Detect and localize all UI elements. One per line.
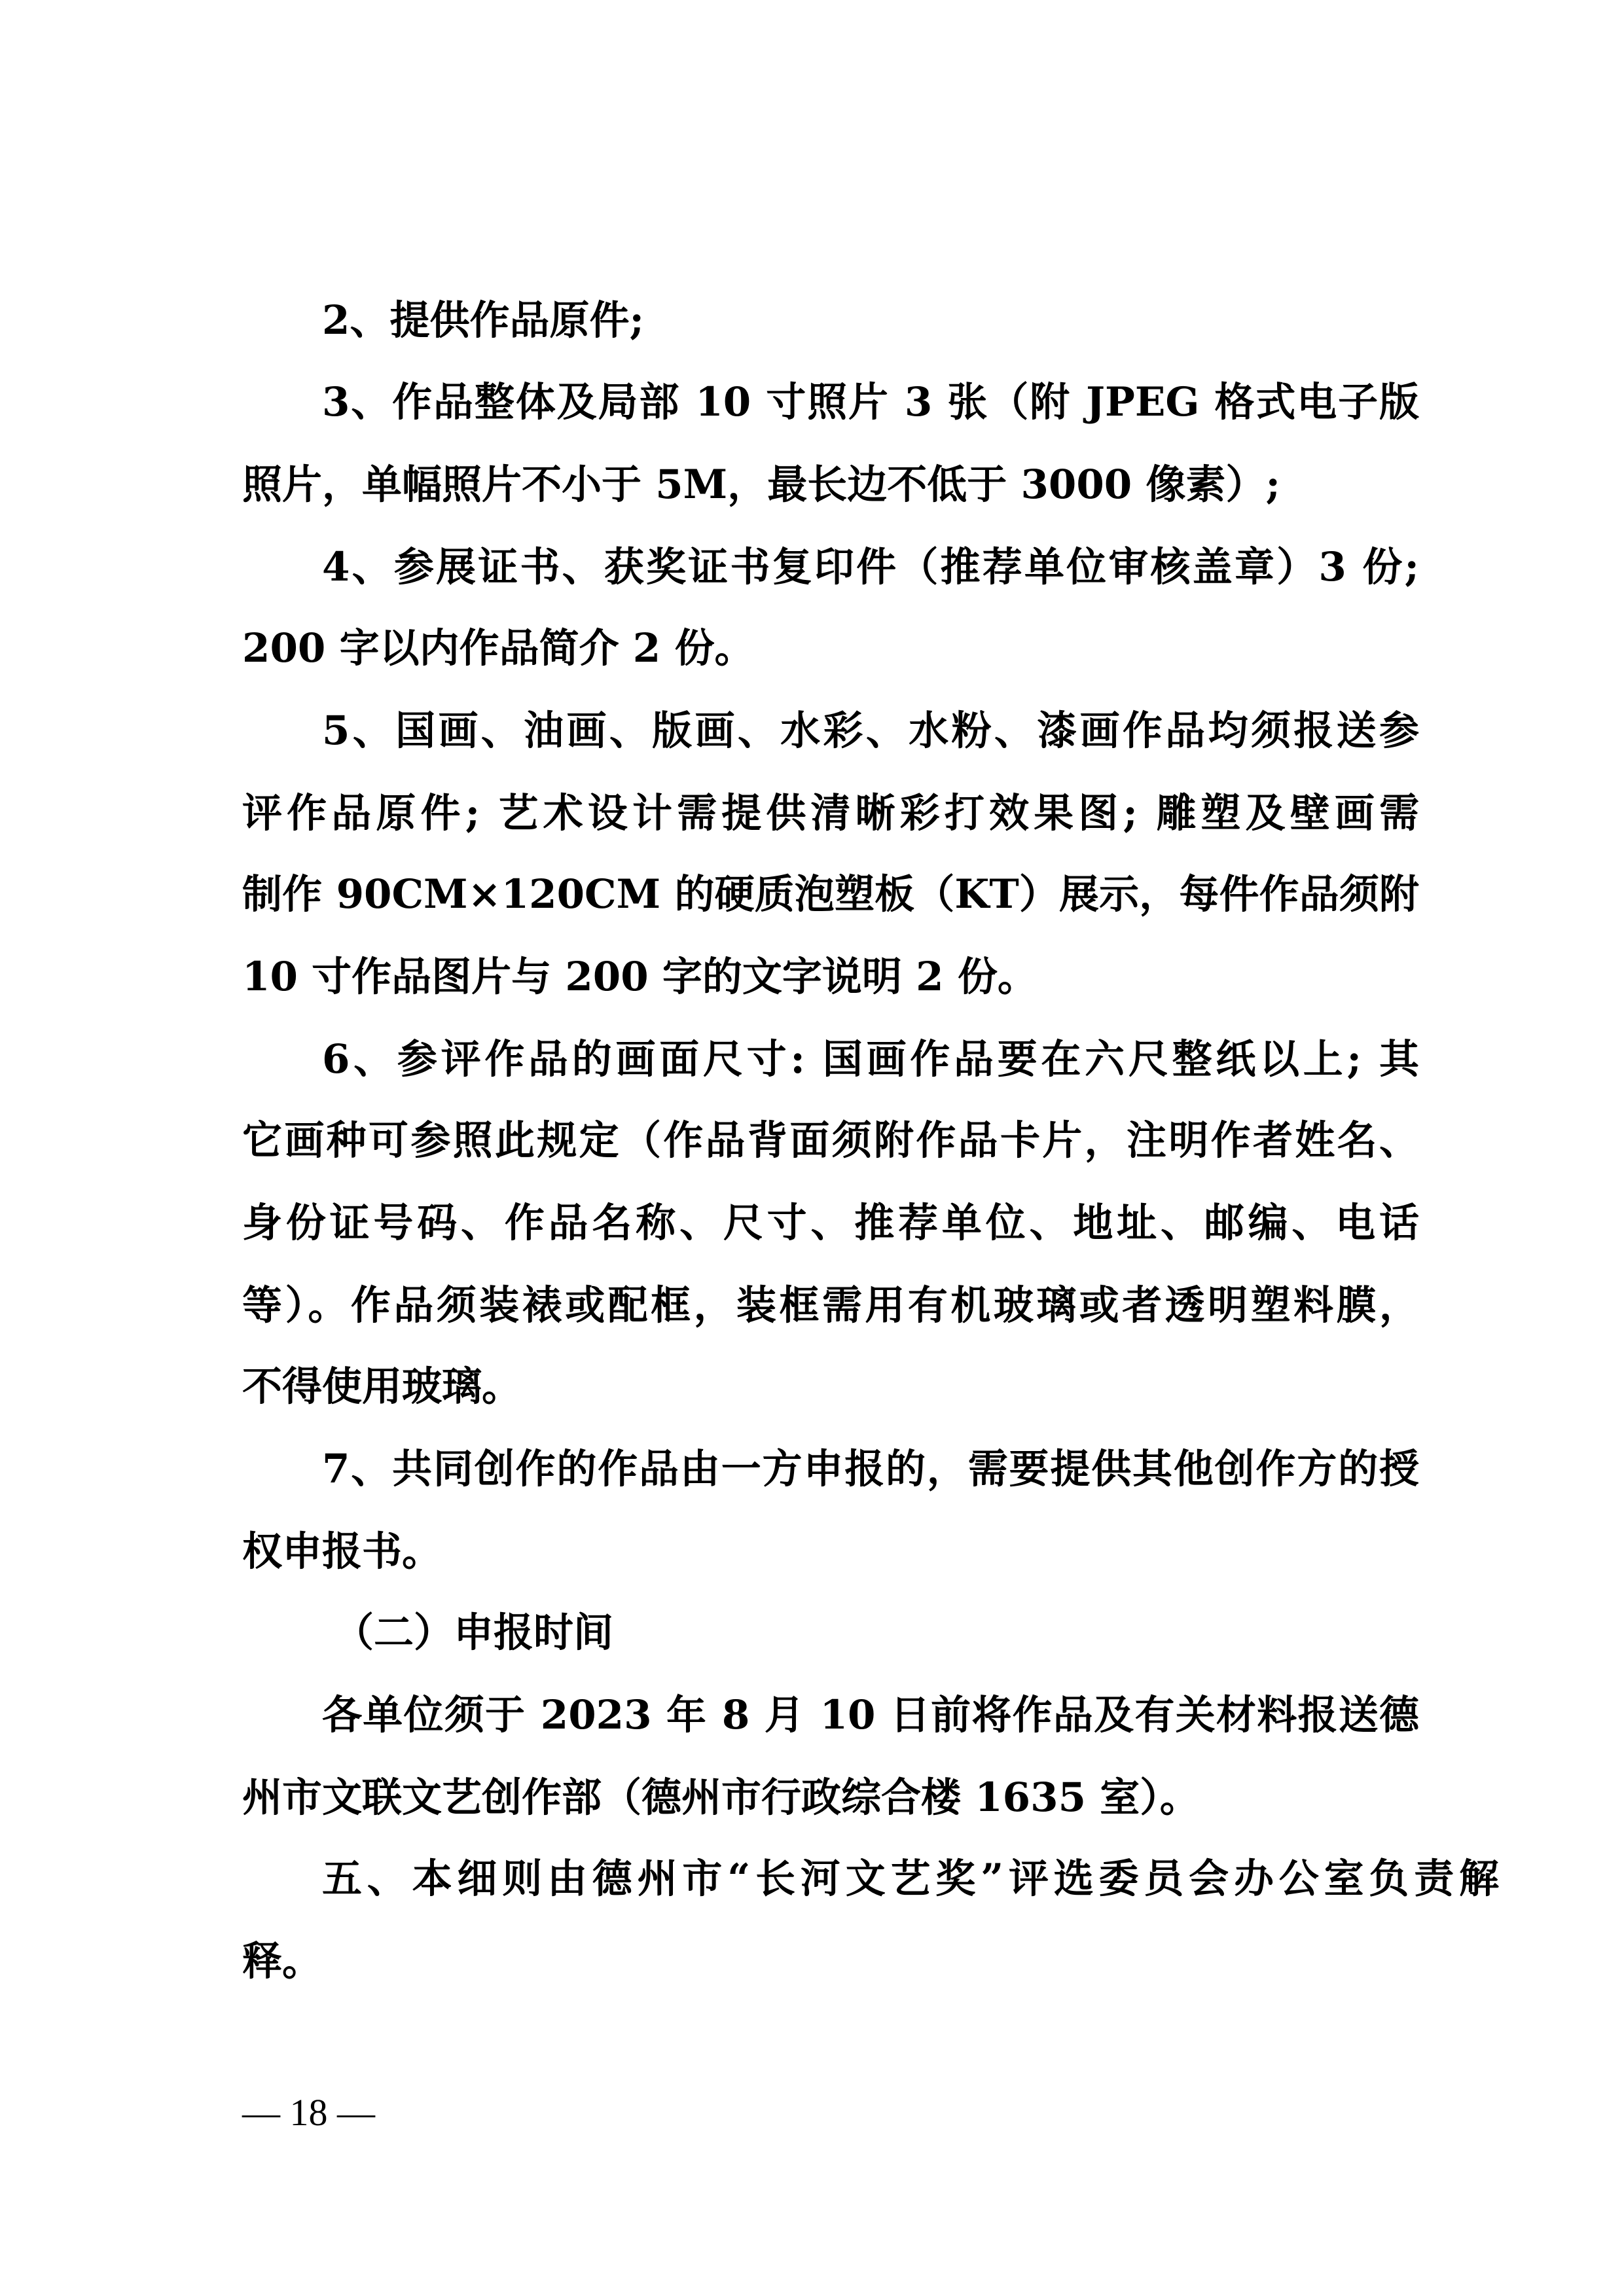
text-line: 不得使用玻璃。 [242, 1363, 522, 1410]
paragraph-line [0, 1837, 1624, 1922]
text-line: 释。 [242, 1938, 323, 1984]
paragraph-line [0, 1017, 1624, 1102]
paragraph-line [0, 278, 1624, 363]
text-line: 200 字以内作品简介 2 份。 [242, 625, 755, 672]
text-line: 2、提供作品原件; [322, 297, 644, 344]
text-line: 10 寸作品图片与 200 字的文字说明 2 份。 [242, 954, 1038, 1000]
paragraph-line [0, 1263, 1624, 1348]
text-line: 它画种可参照此规定（作品背面须附作品卡片，注明作者姓名、 [242, 1117, 1419, 1164]
paragraph-line [0, 525, 1624, 610]
paragraph-line [0, 442, 1624, 528]
paragraph-line [0, 606, 1624, 691]
paragraph-line [0, 1509, 1624, 1594]
text-line: 制作 90CM×120CM 的硬质泡塑板（KT）展示，每件作品须附 [242, 871, 1419, 918]
text-line: 身份证号码、作品名称、尺寸、推荐单位、地址、邮编、电话 [242, 1200, 1419, 1246]
paragraph-line [0, 1755, 1624, 1840]
paragraph-line [0, 1427, 1624, 1512]
page-number: — 18 — [242, 2091, 375, 2134]
paragraph-line [0, 771, 1624, 856]
text-line: 五、本细则由德州市“长河文艺奖”评选委员会办公室负责解 [322, 1856, 1499, 1902]
paragraph-line [0, 1673, 1624, 1758]
text-line: 权申报书。 [242, 1528, 442, 1575]
section-heading [0, 1590, 1624, 1676]
text-line: 5、国画、油画、版画、水彩、水粉、漆画作品均须报送参 [322, 708, 1419, 754]
text-line: 4、参展证书、获奖证书复印件（推荐单位审核盖章）3 份; [322, 544, 1419, 590]
text-line: 6、参评作品的画面尺寸: 国画作品要在六尺整纸以上; 其 [322, 1036, 1419, 1083]
text-line: 州市文联文艺创作部（德州市行政综合楼 1635 室）。 [242, 1774, 1200, 1821]
paragraph-line [0, 852, 1624, 937]
text-line: 3、作品整体及局部 10 寸照片 3 张（附 JPEG 格式电子版 [322, 379, 1419, 425]
paragraph-line [0, 1919, 1624, 2004]
paragraph-line [0, 689, 1624, 774]
paragraph-line [0, 935, 1624, 1020]
text-line: 照片，单幅照片不小于 5M，最长边不低于 3000 像素）; [242, 461, 1280, 508]
heading-text: （二）申报时间 [334, 1609, 614, 1656]
text-line: 评作品原件; 艺术设计需提供清晰彩打效果图; 雕塑及壁画需 [242, 790, 1419, 836]
text-line: 等）。作品须装裱或配框，装框需用有机玻璃或者透明塑料膜， [242, 1282, 1419, 1329]
paragraph-line [0, 1344, 1624, 1429]
paragraph-line [0, 360, 1624, 445]
text-line: 7、共同创作的作品由一方申报的，需要提供其他创作方的授 [322, 1446, 1419, 1492]
paragraph-line [0, 1098, 1624, 1183]
paragraph-line [0, 1181, 1624, 1266]
text-line: 各单位须于 2023 年 8 月 10 日前将作品及有关材料报送德 [322, 1692, 1419, 1738]
